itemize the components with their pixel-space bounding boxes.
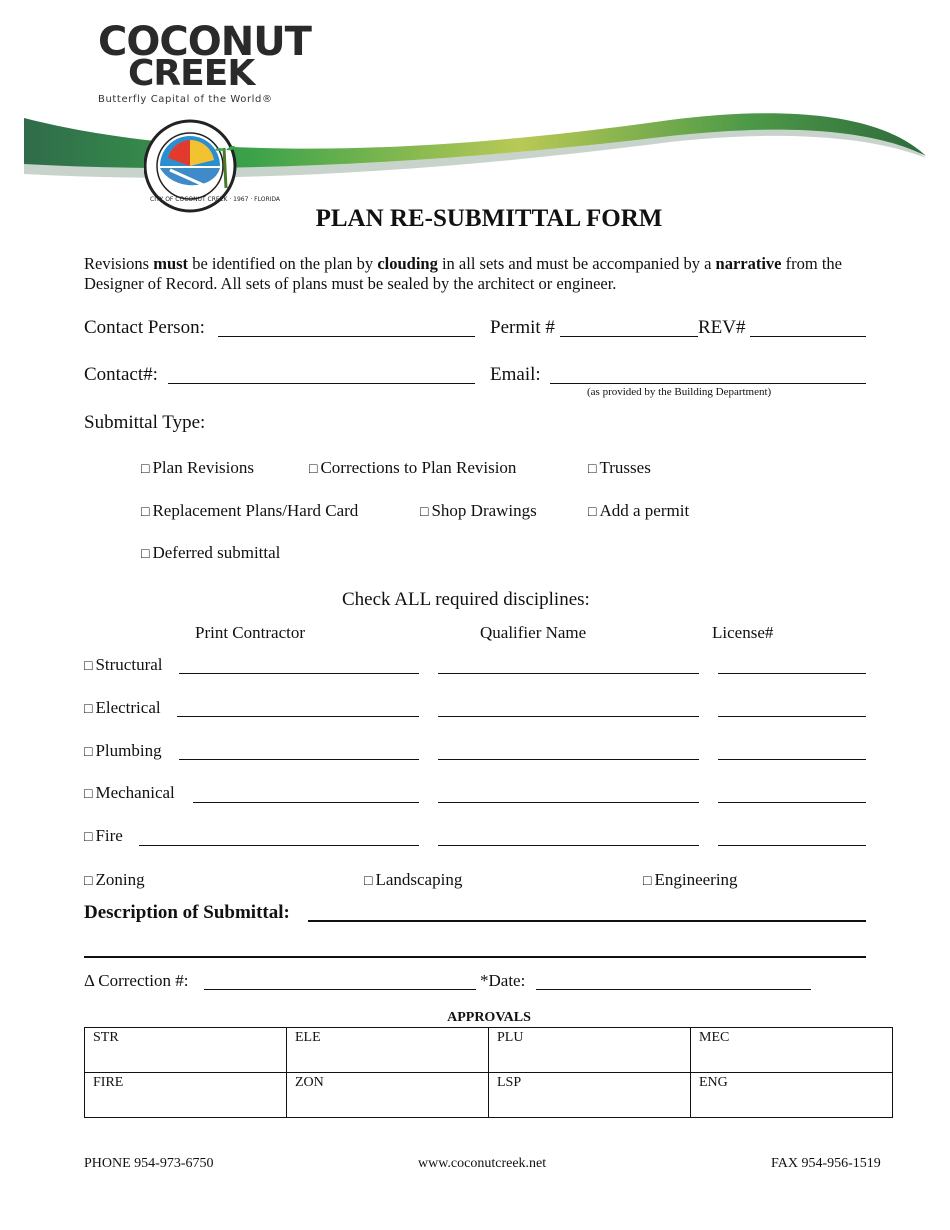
column-print-contractor: Print Contractor	[195, 623, 306, 642]
checkbox-icon: □	[141, 505, 150, 520]
approval-cell-str[interactable]: STR	[85, 1028, 287, 1073]
intro-bold-narrative: narrative	[715, 254, 782, 273]
option-label: Add a permit	[599, 501, 690, 520]
logo-line2: CREEK	[128, 53, 255, 94]
checkbox-icon: □	[309, 462, 318, 477]
option-label: Trusses	[599, 458, 651, 477]
mechanical-license-field[interactable]	[718, 802, 866, 803]
mechanical-qualifier-field[interactable]	[438, 802, 699, 803]
contact-person-label: Contact Person:	[84, 317, 205, 338]
rev-field[interactable]	[750, 336, 866, 337]
checkbox-icon: □	[84, 874, 93, 889]
description-field-line2[interactable]	[84, 956, 866, 958]
date-label: *Date:	[480, 971, 526, 990]
discipline-label: Engineering	[654, 870, 738, 889]
discipline-label: Electrical	[95, 698, 161, 717]
seal-text: CITY OF COCONUT CREEK · 1967 · FLORIDA	[150, 196, 281, 203]
discipline-mechanical[interactable]	[84, 783, 175, 803]
correction-field[interactable]	[204, 989, 476, 990]
table-row	[85, 1028, 893, 1073]
checkbox-icon: □	[84, 702, 93, 717]
checkbox-icon: □	[643, 874, 652, 889]
intro-part1: Revisions	[84, 254, 154, 273]
discipline-label: Landscaping	[375, 870, 463, 889]
email-note: (as provided by the Building Department)	[587, 386, 772, 398]
discipline-landscaping[interactable]	[364, 870, 462, 890]
approval-cell-lsp[interactable]: LSP	[489, 1073, 691, 1118]
checkbox-icon: □	[84, 787, 93, 802]
checkbox-icon: □	[84, 745, 93, 760]
option-label: Plan Revisions	[152, 458, 255, 477]
option-deferred-submittal[interactable]	[141, 543, 280, 563]
option-trusses[interactable]	[588, 458, 651, 478]
checkbox-icon: □	[84, 830, 93, 845]
footer-website[interactable]: www.coconutcreek.net	[418, 1156, 547, 1171]
email-field[interactable]	[550, 383, 866, 384]
option-corrections[interactable]	[309, 458, 516, 478]
intro-bold-must: must	[153, 254, 189, 273]
option-shop-drawings[interactable]	[420, 501, 537, 521]
discipline-structural[interactable]	[84, 655, 163, 675]
fire-qualifier-field[interactable]	[438, 845, 699, 846]
approvals-table	[84, 1027, 893, 1118]
correction-label: Δ Correction #:	[84, 971, 189, 990]
electrical-contractor-field[interactable]	[177, 716, 419, 717]
structural-qualifier-field[interactable]	[438, 673, 699, 674]
intro-part4: from the Designer of Record. All sets of plans must be sealed by the architect or engineer.	[84, 254, 842, 293]
contact-number-field[interactable]	[168, 383, 475, 384]
approval-cell-fire[interactable]: FIRE	[85, 1073, 287, 1118]
discipline-label: Plumbing	[95, 741, 162, 760]
discipline-engineering[interactable]	[643, 870, 738, 890]
discipline-plumbing[interactable]	[84, 741, 162, 761]
column-license: License#	[712, 623, 774, 642]
checkbox-icon: □	[588, 462, 597, 477]
discipline-label: Fire	[95, 826, 123, 845]
email-label: Email:	[490, 364, 541, 385]
intro-part2: be identified on the plan by	[188, 254, 378, 273]
logo-line1: COCONUT	[98, 19, 311, 65]
intro-part3: in all sets and must be accompanied by a	[437, 254, 716, 273]
checkbox-icon: □	[141, 547, 150, 562]
permit-label: Permit #	[490, 317, 555, 338]
option-label: Corrections to Plan Revision	[320, 458, 517, 477]
checkbox-icon: □	[84, 659, 93, 674]
discipline-label: Structural	[95, 655, 163, 674]
approval-cell-eng[interactable]: ENG	[691, 1073, 893, 1118]
description-field-line1[interactable]	[308, 920, 866, 922]
mechanical-contractor-field[interactable]	[193, 802, 419, 803]
plumbing-qualifier-field[interactable]	[438, 759, 699, 760]
fire-contractor-field[interactable]	[139, 845, 419, 846]
discipline-label: Zoning	[95, 870, 145, 889]
intro-bold-clouding: clouding	[377, 254, 438, 273]
discipline-fire[interactable]	[84, 826, 123, 846]
structural-contractor-field[interactable]	[179, 673, 419, 674]
electrical-qualifier-field[interactable]	[438, 716, 699, 717]
option-add-permit[interactable]	[588, 501, 689, 521]
option-plan-revisions[interactable]	[141, 458, 254, 478]
discipline-electrical[interactable]	[84, 698, 161, 718]
approval-cell-zon[interactable]: ZON	[287, 1073, 489, 1118]
option-label: Replacement Plans/Hard Card	[152, 501, 359, 520]
discipline-zoning[interactable]	[84, 870, 145, 890]
approval-cell-ele[interactable]: ELE	[287, 1028, 489, 1073]
rev-label: REV#	[698, 317, 746, 338]
column-qualifier-name: Qualifier Name	[480, 623, 587, 642]
option-label: Shop Drawings	[431, 501, 537, 520]
page-title: PLAN RE-SUBMITTAL FORM	[315, 205, 663, 232]
electrical-license-field[interactable]	[718, 716, 866, 717]
contact-number-label: Contact#:	[84, 364, 158, 385]
footer-phone: PHONE 954-973-6750	[84, 1156, 214, 1171]
option-replacement-plans[interactable]	[141, 501, 358, 521]
checkbox-icon: □	[420, 505, 429, 520]
checkbox-icon: □	[141, 462, 150, 477]
logo-tagline: Butterfly Capital of the World®	[98, 94, 273, 105]
date-field[interactable]	[536, 989, 811, 990]
discipline-label: Mechanical	[95, 783, 175, 802]
checkbox-icon: □	[364, 874, 373, 889]
approvals-title: APPROVALS	[447, 1010, 531, 1025]
submittal-type-label: Submittal Type:	[84, 412, 206, 433]
fire-license-field[interactable]	[718, 845, 866, 846]
permit-field[interactable]	[560, 336, 698, 337]
description-label: Description of Submittal:	[84, 902, 290, 923]
plumbing-contractor-field[interactable]	[179, 759, 419, 760]
contact-person-field[interactable]	[218, 336, 475, 337]
plumbing-license-field[interactable]	[718, 759, 866, 760]
table-row	[85, 1073, 893, 1118]
intro-text	[84, 254, 884, 294]
approval-cell-plu[interactable]: PLU	[489, 1028, 691, 1073]
approval-cell-mec[interactable]: MEC	[691, 1028, 893, 1073]
option-label: Deferred submittal	[152, 543, 281, 562]
disciplines-heading: Check ALL required disciplines:	[342, 589, 590, 610]
checkbox-icon: □	[588, 505, 597, 520]
structural-license-field[interactable]	[718, 673, 866, 674]
footer-fax: FAX 954-956-1519	[771, 1156, 881, 1171]
